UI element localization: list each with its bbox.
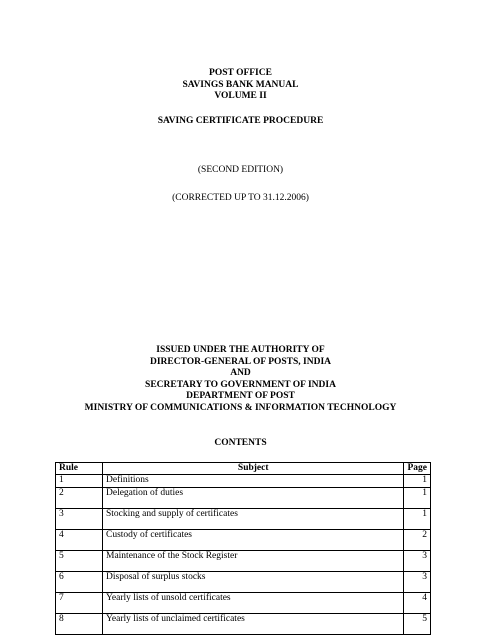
rule-cell: 2 (56, 488, 103, 509)
table-row (56, 593, 431, 614)
rule-cell: 1 (56, 475, 103, 488)
authority-line: ISSUED UNDER THE AUTHORITY OF (156, 345, 325, 355)
table-row (56, 572, 431, 593)
rule-cell: 4 (56, 530, 103, 551)
subject-cell: Disposal of surplus stocks (103, 572, 404, 593)
subject-cell: Definitions (103, 475, 404, 488)
rule-cell: 7 (56, 593, 103, 614)
authority-line: AND (230, 368, 251, 378)
authority-line: MINISTRY OF COMMUNICATIONS & INFORMATION TECHNOLOGY (84, 402, 397, 413)
page-cell: 5 (404, 614, 431, 635)
table-row (56, 488, 431, 509)
rule-cell: 8 (56, 614, 103, 635)
manual-title (0, 68, 481, 103)
contents-table (55, 462, 431, 635)
table-header-row (56, 463, 431, 475)
column-header-rule: Rule (56, 463, 103, 475)
rule-cell: 5 (56, 551, 103, 572)
table-row (56, 614, 431, 635)
title-line: VOLUME II (214, 91, 267, 101)
contents-heading: CONTENTS (214, 438, 267, 448)
title-line: SAVINGS BANK MANUAL (182, 79, 299, 90)
page-cell: 1 (404, 475, 431, 488)
rule-cell: 6 (56, 572, 103, 593)
subject-cell: Custody of certificates (103, 530, 404, 551)
corrected-date-label: (CORRECTED UP TO 31.12.2006) (172, 193, 309, 203)
authority-line: SECRETARY TO GOVERNMENT OF INDIA (145, 379, 336, 390)
subject-cell: Yearly lists of unclaimed certificates (103, 614, 404, 635)
subject-cell: Delegation of duties (103, 488, 404, 509)
table-row (56, 530, 431, 551)
subject-cell: Stocking and supply of certificates (103, 509, 404, 530)
edition-label: (SECOND EDITION) (197, 165, 284, 175)
subject-cell: Maintenance of the Stock Register (103, 551, 404, 572)
table-row (56, 551, 431, 572)
page-cell: 4 (404, 593, 431, 614)
authority-line: DEPARTMENT OF POST (186, 391, 295, 401)
table-row (56, 475, 431, 488)
column-header-page: Page (404, 463, 431, 475)
page-cell: 3 (404, 551, 431, 572)
title-line: POST OFFICE (209, 68, 272, 78)
subject-cell: Yearly lists of unsold certificates (103, 593, 404, 614)
procedure-title: SAVING CERTIFICATE PROCEDURE (157, 116, 324, 126)
page-cell: 3 (404, 572, 431, 593)
page-cell: 1 (404, 509, 431, 530)
column-header-subject: Subject (103, 463, 404, 475)
authority-block (0, 345, 481, 414)
table-row (56, 509, 431, 530)
page-cell: 2 (404, 530, 431, 551)
authority-line: DIRECTOR-GENERAL OF POSTS, INDIA (149, 356, 332, 367)
page-cell: 1 (404, 488, 431, 509)
rule-cell: 3 (56, 509, 103, 530)
